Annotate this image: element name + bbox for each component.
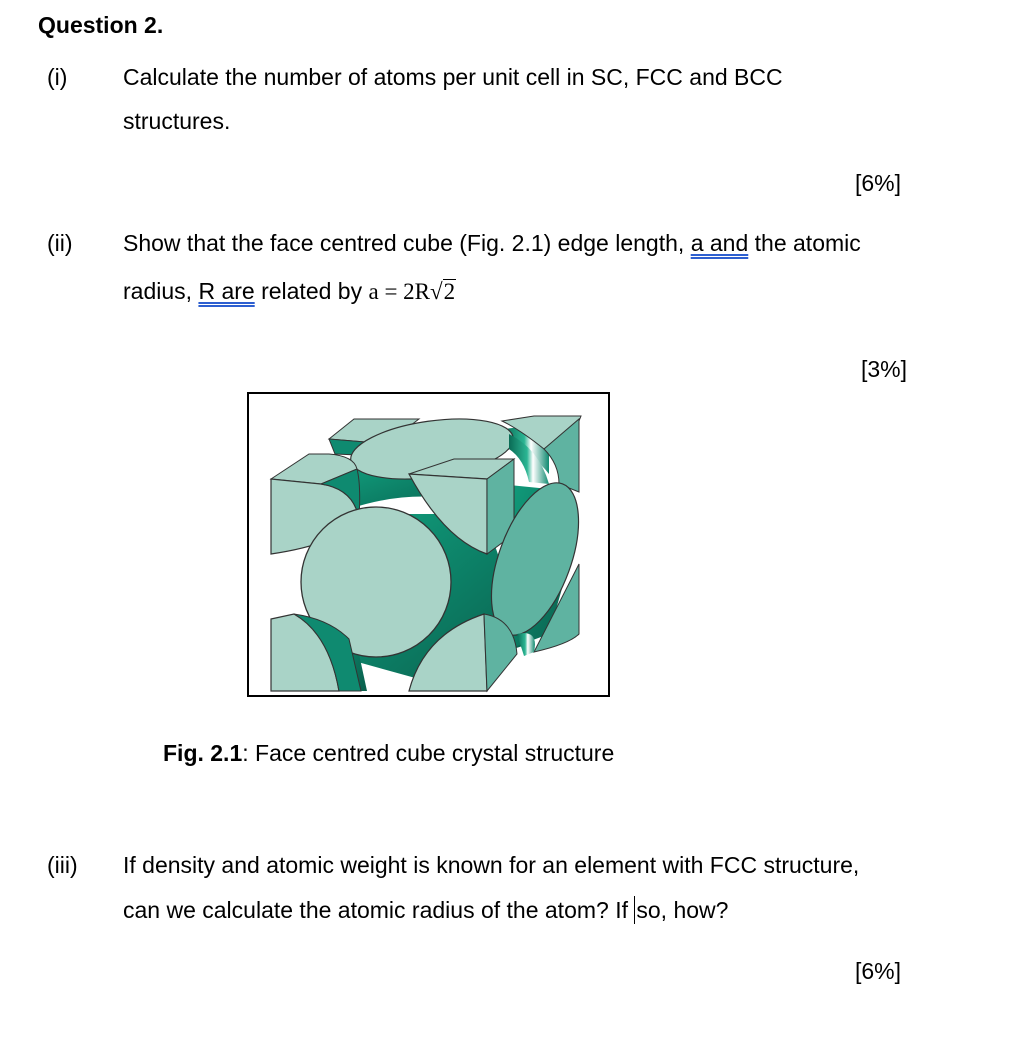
part-iii-line2[interactable] <box>123 896 728 924</box>
part-i-marks: [6%] <box>855 170 902 196</box>
part-ii-line2-text: radius, <box>123 278 193 304</box>
question-heading: Question 2. <box>38 12 164 38</box>
part-ii-proof-mark-r[interactable]: R are <box>198 278 255 304</box>
part-ii-line1-end: the atomic <box>754 230 861 256</box>
fcc-equation-lhs: a = 2R <box>368 279 431 304</box>
figure-label: Fig. 2.1 <box>163 740 243 766</box>
part-ii-proof-mark-a[interactable]: a and <box>690 230 749 256</box>
part-iii-line2-text: can we calculate the atomic radius of the atom? If <box>123 897 635 923</box>
fcc-equation: a = 2R√2 <box>368 279 456 304</box>
part-ii-marks: [3%] <box>861 356 908 382</box>
part-ii-line2 <box>123 278 456 305</box>
part-iii-line2-end: so, how? <box>636 897 729 923</box>
part-iii-marks: [6%] <box>855 958 902 984</box>
part-iii-line1: If density and atomic weight is known for an element with FCC structure, <box>123 852 860 878</box>
part-ii-line2-end: related by <box>261 278 363 304</box>
part-ii-line1-text: Show that the face centred cube (Fig. 2.1) edge length, <box>123 230 685 256</box>
fcc-crystal-figure <box>249 394 608 695</box>
part-ii-number: (ii) <box>47 230 73 256</box>
part-ii-line1 <box>123 230 861 257</box>
figure-caption <box>163 740 614 767</box>
part-i-number: (i) <box>47 64 68 90</box>
fcc-equation-radicand: 2 <box>443 279 456 304</box>
part-i-line1: Calculate the number of atoms per unit cell in SC, FCC and BCC <box>123 64 783 90</box>
part-i-line2: structures. <box>123 108 231 134</box>
fcc-figure-frame <box>247 392 610 697</box>
part-iii-number: (iii) <box>47 852 78 878</box>
figure-caption-text: : Face centred cube crystal structure <box>242 740 615 766</box>
